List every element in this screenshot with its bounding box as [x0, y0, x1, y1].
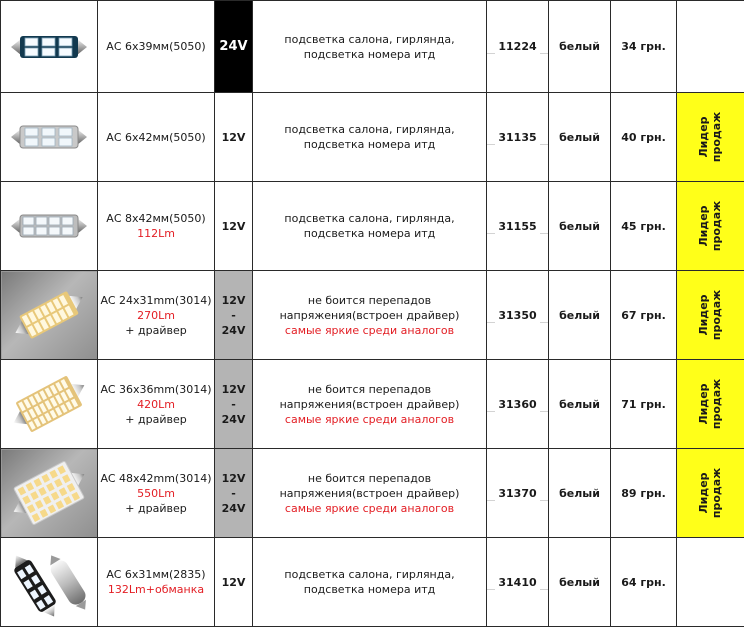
voltage-value: 12V - 24V [221, 293, 246, 337]
festoon-led-6-smd-icon [7, 109, 91, 165]
badge-cell [677, 271, 744, 360]
bestseller-badge: Лидер продаж [697, 111, 724, 162]
product-name-cell [98, 1, 215, 93]
product-name: AC 48x42mm(3014) [100, 471, 212, 485]
product-name-cell [98, 182, 215, 271]
product-image-cell [1, 360, 98, 449]
article-code-cell [487, 271, 549, 360]
product-driver: + драйвер [125, 412, 187, 426]
product-name-cell [98, 271, 215, 360]
badge-cell [677, 182, 744, 271]
voltage-cell [215, 93, 253, 182]
product-driver: + драйвер [125, 323, 187, 337]
product-name: AC 24x31mm(3014) [100, 293, 212, 307]
badge-cell [677, 449, 744, 538]
price-cell [611, 271, 677, 360]
voltage-cell [215, 1, 253, 93]
voltage-value: 12V - 24V [221, 471, 246, 515]
light-color-cell [549, 360, 611, 449]
festoon-led-canbus-icon [5, 542, 93, 622]
light-color-cell [549, 182, 611, 271]
product-image-cell [1, 1, 98, 93]
light-color: белый [559, 308, 600, 322]
bestseller-badge: Лидер продаж [697, 200, 724, 251]
description-highlight: самые яркие среди аналогов [284, 323, 455, 337]
description-text: подсветка салона, гирлянда, подсветка номера итд [284, 123, 455, 151]
light-color-cell [549, 93, 611, 182]
festoon-led-8-smd-icon [7, 198, 91, 254]
bestseller-badge: Лидер продаж [697, 378, 724, 429]
description-cell [253, 449, 487, 538]
description-cell [253, 93, 487, 182]
badge-cell [677, 1, 744, 93]
product-lumen: 270Lm [137, 308, 175, 322]
product-image-cell [1, 538, 98, 627]
description-cell [253, 538, 487, 627]
voltage-cell [215, 271, 253, 360]
product-name: AC 36x36mm(3014) [100, 382, 212, 396]
product-driver: + драйвер [125, 501, 187, 515]
product-lumen: 550Lm [137, 486, 175, 500]
description-highlight: самые яркие среди аналогов [284, 501, 455, 515]
product-lumen: 420Lm [137, 397, 175, 411]
voltage-value: 12V [221, 575, 246, 589]
article-code-cell [487, 449, 549, 538]
light-color: белый [559, 397, 600, 411]
product-name-cell [98, 449, 215, 538]
description-cell [253, 271, 487, 360]
article-code-cell [487, 538, 549, 627]
price-value: 67 грн. [621, 308, 666, 322]
product-image-cell [1, 449, 98, 538]
price-value: 45 грн. [621, 219, 666, 233]
table-row [1, 360, 744, 449]
table-row [1, 538, 744, 627]
voltage-cell [215, 182, 253, 271]
voltage-value: 12V [221, 219, 246, 233]
article-code-cell [487, 182, 549, 271]
article-code: 31360 [495, 397, 539, 412]
price-value: 64 грн. [621, 575, 666, 589]
voltage-value: 12V - 24V [221, 382, 246, 426]
voltage-cell [215, 360, 253, 449]
price-value: 71 грн. [621, 397, 666, 411]
description-text: не боится перепадов напряжения(встроен драйвер) [279, 293, 460, 322]
bestseller-badge: Лидер продаж [697, 467, 724, 518]
price-cell [611, 1, 677, 93]
badge-cell [677, 360, 744, 449]
light-color: белый [559, 130, 600, 144]
article-code: 11224 [495, 39, 539, 54]
description-cell [253, 360, 487, 449]
product-name: АС 8х42мм(5050) [106, 212, 206, 225]
light-color: белый [559, 486, 600, 500]
article-code-cell [487, 360, 549, 449]
description-text: подсветка салона, гирлянда, подсветка номера итд [284, 568, 455, 596]
article-code: 31350 [495, 308, 539, 323]
description-text: не боится перепадов напряжения(встроен драйвер) [279, 382, 460, 411]
product-image-cell [1, 271, 98, 360]
festoon-led-48-smd-icon [5, 455, 93, 531]
table-row [1, 93, 744, 182]
light-color-cell [549, 449, 611, 538]
price-cell [611, 93, 677, 182]
voltage-value: 12V [221, 130, 246, 144]
festoon-led-36-smd-icon [5, 367, 93, 441]
light-color-cell [549, 538, 611, 627]
product-lumen: 112Lm [137, 227, 175, 240]
voltage-cell [215, 449, 253, 538]
festoon-led-6-smd-icon [7, 19, 91, 75]
price-cell [611, 182, 677, 271]
price-cell [611, 538, 677, 627]
product-name-cell [98, 360, 215, 449]
description-text: подсветка салона, гирлянда, подсветка номера итд [284, 32, 455, 61]
table-row [1, 449, 744, 538]
voltage-cell [215, 538, 253, 627]
light-color: белый [559, 219, 600, 233]
light-color-cell [549, 1, 611, 93]
description-text: не боится перепадов напряжения(встроен драйвер) [279, 471, 460, 500]
light-color: белый [559, 575, 600, 589]
product-name: AC 6x31мм(2835) [106, 568, 206, 581]
badge-cell [677, 538, 744, 627]
price-cell [611, 360, 677, 449]
price-cell [611, 449, 677, 538]
article-code-cell [487, 1, 549, 93]
light-color-cell [549, 271, 611, 360]
product-name: АС 6х39мм(5050) [106, 40, 206, 53]
table-row [1, 182, 744, 271]
description-cell [253, 182, 487, 271]
article-code: 31370 [495, 486, 539, 501]
light-color: белый [559, 40, 600, 53]
badge-cell [677, 93, 744, 182]
price-value: 34 грн. [621, 40, 666, 53]
description-text: подсветка салона, гирлянда, подсветка номера итд [284, 212, 455, 240]
price-value: 89 грн. [621, 486, 666, 500]
voltage-value: 24V [219, 39, 248, 54]
product-name-cell [98, 93, 215, 182]
product-name-cell [98, 538, 215, 627]
table-row [1, 1, 744, 93]
product-name: АС 6х42мм(5050) [106, 130, 206, 144]
article-code: 31135 [495, 130, 539, 145]
article-code: 31155 [495, 219, 539, 234]
festoon-led-24-smd-icon [5, 278, 93, 352]
article-code-cell [487, 93, 549, 182]
table-row [1, 271, 744, 360]
product-image-cell [1, 93, 98, 182]
bestseller-badge: Лидер продаж [697, 289, 724, 340]
article-code: 31410 [495, 575, 539, 590]
price-value: 40 грн. [621, 130, 666, 144]
description-highlight: самые яркие среди аналогов [284, 412, 455, 426]
product-lumen: 132Lm+обманка [107, 583, 205, 596]
product-image-cell [1, 182, 98, 271]
description-cell [253, 1, 487, 93]
